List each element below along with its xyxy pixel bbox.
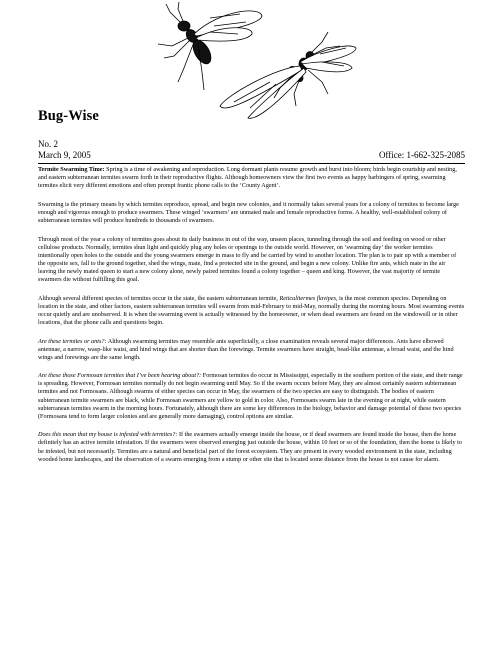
termite-swarmers-illustration — [150, 2, 360, 120]
paragraph-text: , is the most common species. Depending on location in the state, and other factors, eastern subterranean termites will swarm from mid-February to mid-May, normally during the morning hours. Most swarming events occur quietly and are unobserved. It is when the swarming event is actually witnessed by the homeowner, or when dead swarmers are found on the windowsill or in other locations, that the phone calls and questions begin. — [38, 294, 465, 326]
issue-date: March 9, 2005 — [38, 150, 91, 160]
issue-number: No. 2 — [38, 139, 58, 149]
paragraph-species — [38, 295, 465, 327]
question-heading: Are these termites or ants?: — [38, 337, 107, 345]
paragraph-text: If the swarmers actually emerge inside the house, or if dead swarmers are found inside the house, then the home definitely has an active termite infestation. If the swarmers were observed emerging just outside the house, within 10 feet or so of the foundation, then the home is likely to be infested, but not necessarily. Termites are a natural and beneficial part of the forest ecosystem. They are present in every wooded environment in the state, including wooded home landscapes, and the observation of a swarm emerging from a stump or other site that is located some distance from the house is not cause for alarm. — [38, 431, 462, 463]
article-body — [38, 166, 465, 474]
paragraph-text: Spring is a time of awakening and reproduction. Long dormant plants resume growth and burst into bloom; birds begin courtship and nesting, and eastern subterranean termites swarm forth in their reproductive flights. Although homeowners view the first two events as happy harbingers of spring, swarming termites elicit very different emotions and often prompt frantic phone calls to the ‘County Agent’. — [38, 166, 457, 190]
paragraph-infestation — [38, 431, 465, 463]
species-name: Reticulitermes flavipes — [279, 294, 336, 302]
header-divider — [38, 163, 465, 164]
paragraph-text: Formosan termites do occur in Mississippi, especially in the southern portion of the state, and their range is spreading. However, Formosan termites normally do not begin swarming until May. So if the swarm occurs before May, they are almost certainly eastern subterranean termites and not Formosans. Although swarms of either species can occur in May, the swarmers of the two species are easy to distinguish. The bodies of eastern subterranean termite swarmers are black, while Formosan swarmers are yellow to gold in color. Also, Formosans swarm late in the evening or at night, while eastern subterranean termites swarm in the morning hours. Fortunately, although there are some key differences in the biology, behavior and damage potential of these two species (Formosans tend to form larger colonies and are generally more damaging), control options are similar. — [38, 372, 463, 420]
termite-swarmer-icon — [220, 32, 356, 118]
paragraph-lead: Termite Swarming Time: — [38, 166, 105, 173]
newsletter-title: Bug-Wise — [38, 108, 99, 124]
paragraph-text: Although several different species of termites occur in the state, the eastern subterranean termite, — [38, 294, 280, 302]
question-heading: Does this mean that my house is infested with termites?: — [38, 431, 178, 439]
paragraph-text: Although swarming termites may resemble ants superficially, a close examination reveals several major differences. Ants have elbowed antennae, a narrow, wasp-like waist, and hind wings that are shorter than the forewings. Termite swarmers have straight, bead-like antennae, a broad waist, and the hind wings and forewings are the same length. — [38, 337, 454, 361]
office-phone: Office: 1-662-325-2085 — [378, 150, 465, 160]
paragraph-colony-life: Through most of the year a colony of termites goes about its daily business in out of the way, unseen places, tunneling through the soil and feeding on wood or other cellulose products. Normally, termites shun light and quickly plug any holes or openings to the outside world. However, on ‘swarming day’ the worker termites intentionally open holes to the outside and the young swarmers emerge in mass to fly and be carried by wind to another location. The plan is to pair up with a member of the opposite sex, fall to the ground together, shed the wings, mate, find a protected site in the ground, and begin a new colony. Unlike fire ants, which mate in the air leaving the newly mated queen to start a new colony alone, newly paired termites found a colony together – queen and king. However, the vast majority of termite swarmers die without fulfilling this goal. — [38, 235, 457, 284]
question-heading: Are these those Formosan termites that I’ve been hearing about?: — [38, 372, 202, 380]
ant-swarmer-icon — [158, 2, 262, 90]
paragraph-termites-or-ants — [38, 338, 465, 362]
paragraph-swarming-purpose: Swarming is the primary means by which termites reproduce, spread, and begin new colonies, and it normally takes several years for a colony of termites to become large enough and vigorous enough to produce swarmers. These winged ‘swarmers’ are unmated male and female reproductive forms. A healthy, well-established colony of subterranean termites will produce hundreds to thousands of swarmers. — [38, 200, 459, 224]
dateline — [38, 150, 465, 161]
paragraph-swarming-time — [38, 166, 465, 190]
paragraph-formosan — [38, 372, 465, 421]
